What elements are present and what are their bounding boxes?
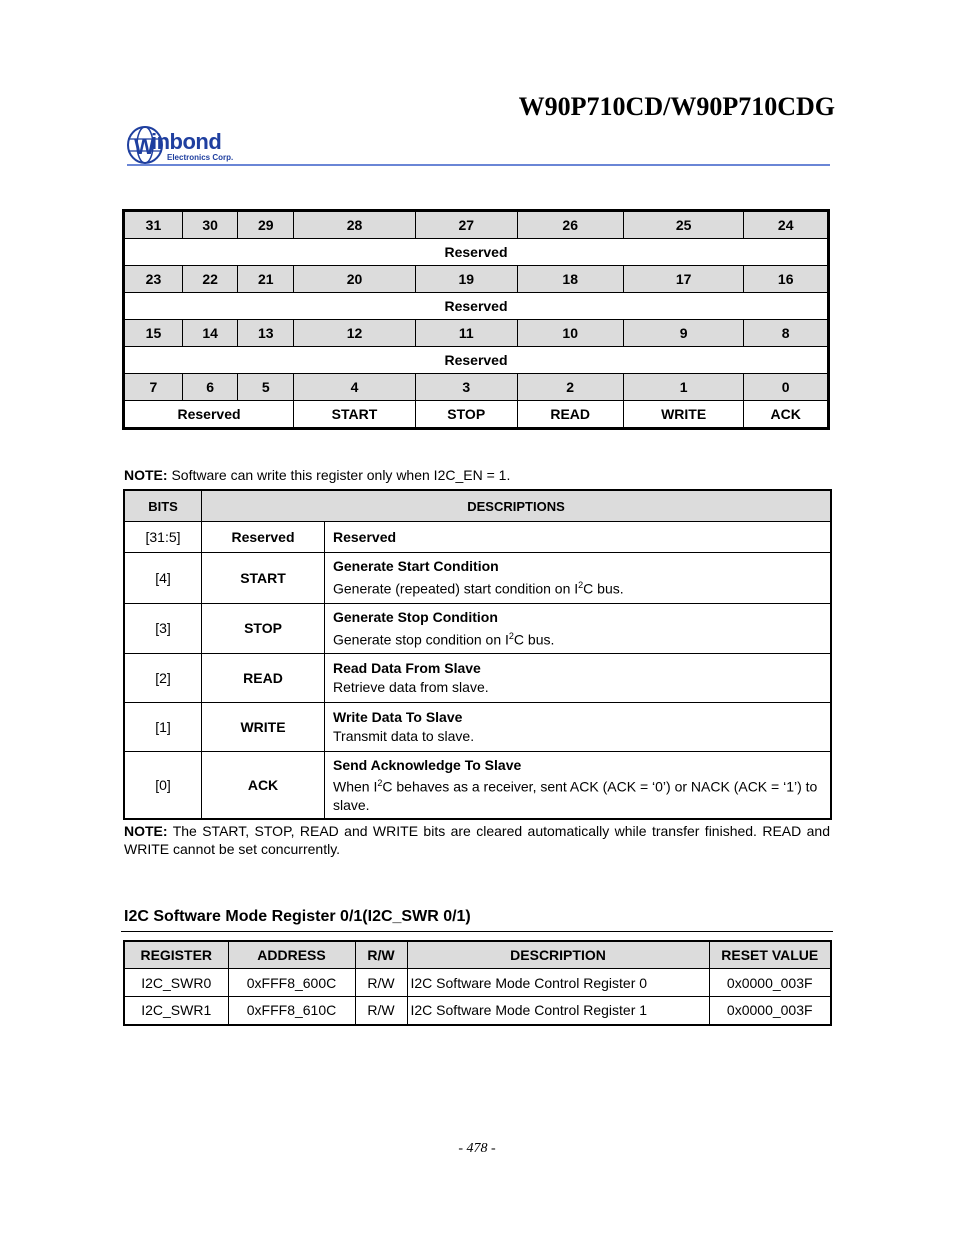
- description-cell: [325, 522, 832, 553]
- field-name-cell: Reserved: [202, 522, 325, 553]
- address-cell: 0xFFF8_600C: [228, 969, 355, 997]
- rw-cell: R/W: [355, 997, 407, 1025]
- column-header-reset-value: RESET VALUE: [709, 941, 831, 969]
- column-header-address: ADDRESS: [228, 941, 355, 969]
- bit-field-ack: ACK: [744, 401, 829, 429]
- description-cell: [325, 603, 832, 654]
- bit-number: 26: [517, 211, 623, 239]
- bit-number: 4: [294, 374, 416, 401]
- note-label: NOTE:: [124, 823, 168, 839]
- description-cell: [325, 553, 832, 604]
- column-header-description: DESCRIPTION: [407, 941, 709, 969]
- field-name-cell: START: [202, 553, 325, 604]
- register-map-table: [123, 940, 832, 1026]
- bit-number-row: [124, 320, 829, 347]
- table-row: [124, 603, 831, 654]
- bits-cell: [2]: [124, 654, 202, 703]
- bit-field: Reserved: [124, 239, 829, 266]
- bit-field-write: WRITE: [623, 401, 744, 429]
- bits-cell: [31:5]: [124, 522, 202, 553]
- bit-number: 11: [415, 320, 517, 347]
- document-title: W90P710CD/W90P710CDG: [518, 92, 835, 121]
- bit-description-table: [123, 489, 832, 820]
- description-title: Write Data To Slave: [333, 709, 463, 726]
- table-row: [124, 969, 831, 997]
- bit-field-start: START: [294, 401, 416, 429]
- column-header-bits: BITS: [124, 490, 202, 522]
- address-cell: 0xFFF8_610C: [228, 997, 355, 1025]
- bit-number: 28: [294, 211, 416, 239]
- bit-number: 3: [415, 374, 517, 401]
- reset-value-cell: 0x0000_003F: [709, 969, 831, 997]
- column-header-rw: R/W: [355, 941, 407, 969]
- table-row: [124, 654, 831, 703]
- table-row: [124, 553, 831, 604]
- note-label: NOTE:: [124, 467, 168, 483]
- logo-initial: W: [134, 134, 155, 159]
- table-row: [124, 522, 831, 553]
- field-name-cell: READ: [202, 654, 325, 703]
- bit-number: 5: [238, 374, 294, 401]
- bit-field-read: READ: [517, 401, 623, 429]
- description-cell: [325, 703, 832, 752]
- bit-field-reserved: Reserved: [124, 401, 294, 429]
- rw-cell: R/W: [355, 969, 407, 997]
- note-auto-clear: [124, 822, 830, 858]
- bit-number: 24: [744, 211, 829, 239]
- bit-number-row: [124, 211, 829, 239]
- description-title: Reserved: [333, 528, 397, 545]
- header-divider: [127, 164, 830, 166]
- description-body: Retrieve data from slave.: [333, 679, 489, 696]
- table-row: [124, 752, 831, 819]
- table-row: [124, 997, 831, 1025]
- bit-number: 18: [517, 266, 623, 293]
- bit-number-row: [124, 266, 829, 293]
- bit-number: 7: [124, 374, 183, 401]
- bit-number: 22: [182, 266, 238, 293]
- logo-subtitle: Electronics Corp.: [167, 153, 234, 162]
- bit-field: Reserved: [124, 293, 829, 320]
- description-body: Transmit data to slave.: [333, 728, 475, 745]
- bit-number: 15: [124, 320, 183, 347]
- bit-number: 19: [415, 266, 517, 293]
- note-write-condition: [124, 467, 510, 483]
- description-title: Generate Stop Condition: [333, 608, 498, 625]
- bit-number-row: [124, 374, 829, 401]
- description-cell: I2C Software Mode Control Register 1: [407, 997, 709, 1025]
- table-row: [124, 703, 831, 752]
- bit-number: 27: [415, 211, 517, 239]
- note-text: Software can write this register only when I2C_EN = 1.: [167, 467, 511, 483]
- column-header-register: REGISTER: [124, 941, 228, 969]
- bit-number: 29: [238, 211, 294, 239]
- register-cell: I2C_SWR0: [124, 969, 228, 997]
- column-header-descriptions: DESCRIPTIONS: [202, 490, 832, 522]
- bit-field-stop: STOP: [415, 401, 517, 429]
- description-cell: I2C Software Mode Control Register 0: [407, 969, 709, 997]
- register-bit-map-table: [122, 209, 830, 430]
- bit-field-row: [124, 401, 829, 429]
- description-body: Generate stop condition on $I^2C$ bus.: [333, 630, 555, 648]
- page-number: - 478 -: [458, 1141, 496, 1156]
- description-body: Generate (repeated) start condition on $I^2C$ bus.: [333, 580, 624, 597]
- bits-cell: [4]: [124, 553, 202, 604]
- bit-field-row: [124, 347, 829, 374]
- register-cell: I2C_SWR1: [124, 997, 228, 1025]
- bit-number: 12: [294, 320, 416, 347]
- bits-cell: [1]: [124, 703, 202, 752]
- bit-field-row: [124, 239, 829, 266]
- bit-number: 8: [744, 320, 829, 347]
- table-header-row: [124, 490, 831, 522]
- section-divider: [121, 931, 833, 932]
- bit-number: 0: [744, 374, 829, 401]
- description-body: When $I^2C$ behaves as a receiver, sent ACK (ACK = ‘0’) or NACK (ACK = ‘1’) to slave.: [333, 778, 818, 813]
- bit-number: 16: [744, 266, 829, 293]
- field-name-cell: STOP: [202, 603, 325, 654]
- field-name-cell: WRITE: [202, 703, 325, 752]
- description-title: Send Acknowledge To Slave: [333, 757, 522, 774]
- bit-number: 10: [517, 320, 623, 347]
- bit-number: 1: [623, 374, 744, 401]
- bit-number: 25: [623, 211, 744, 239]
- bit-number: 17: [623, 266, 744, 293]
- bit-number: 23: [124, 266, 183, 293]
- reset-value-cell: 0x0000_003F: [709, 997, 831, 1025]
- bit-number: 20: [294, 266, 416, 293]
- bit-number: 21: [238, 266, 294, 293]
- bit-field: Reserved: [124, 347, 829, 374]
- section-title: I2C Software Mode Register 0/1(I2C_SWR 0/1): [124, 908, 471, 925]
- winbond-logo: [127, 125, 257, 167]
- bit-number: 6: [182, 374, 238, 401]
- description-title: Read Data From Slave: [333, 660, 481, 677]
- description-cell: [325, 654, 832, 703]
- description-cell: [325, 752, 832, 819]
- bit-number: 2: [517, 374, 623, 401]
- bit-number: 30: [182, 211, 238, 239]
- bit-number: 9: [623, 320, 744, 347]
- bit-number: 14: [182, 320, 238, 347]
- bit-field-row: [124, 293, 829, 320]
- description-title: Generate Start Condition: [333, 558, 499, 574]
- bit-number: 31: [124, 211, 183, 239]
- bit-number: 13: [238, 320, 294, 347]
- table-header-row: [124, 941, 831, 969]
- bits-cell: [3]: [124, 603, 202, 654]
- note-text: The START, STOP, READ and WRITE bits are cleared automatically while transfer finished. READ and WRITE cannot be set concurrently.: [124, 823, 830, 857]
- field-name-cell: ACK: [202, 752, 325, 819]
- bits-cell: [0]: [124, 752, 202, 819]
- logo-brand-text: inbond: [151, 129, 222, 154]
